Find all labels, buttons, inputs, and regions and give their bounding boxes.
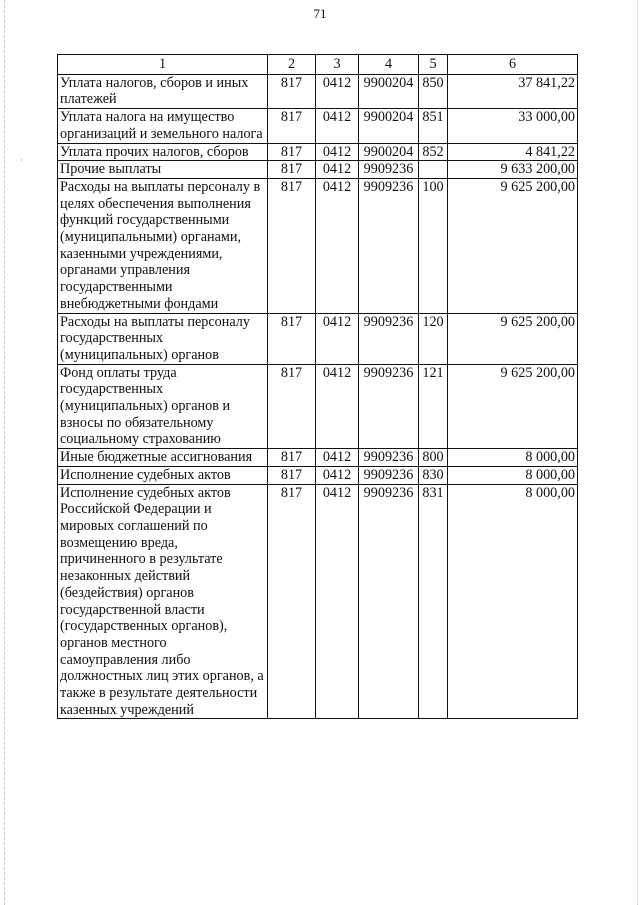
header-col-4: 4 xyxy=(359,55,419,75)
row-expense-type: 850 xyxy=(419,74,448,108)
row-target-code: 9909236 xyxy=(359,364,419,449)
header-col-5: 5 xyxy=(419,55,448,75)
row-expense-type: 851 xyxy=(419,109,448,143)
scan-edge-left xyxy=(4,0,5,905)
table-row xyxy=(58,178,578,313)
row-admin-code: 817 xyxy=(268,364,316,449)
row-name: Расходы на выплаты персоналу государственных (муниципальных) органов xyxy=(58,313,268,364)
row-section-code: 0412 xyxy=(316,161,359,179)
header-col-6: 6 xyxy=(448,55,578,75)
row-target-code: 9900204 xyxy=(359,74,419,108)
row-section-code: 0412 xyxy=(316,109,359,143)
table-row xyxy=(58,161,578,179)
row-admin-code: 817 xyxy=(268,74,316,108)
row-amount: 8 000,00 xyxy=(448,466,578,484)
row-section-code: 0412 xyxy=(316,449,359,467)
header-row xyxy=(58,55,578,75)
page-number: 71 xyxy=(313,6,327,21)
row-name: Уплата прочих налогов, сборов xyxy=(58,143,268,161)
row-admin-code: 817 xyxy=(268,466,316,484)
row-section-code: 0412 xyxy=(316,143,359,161)
row-name: Исполнение судебных актов Российской Федерации и мировых соглашений по возмещению вреда, причиненного в результате незаконных действий (бездействия) органов государственной власти (государственных органов), органов местного самоуправления либо должностных лиц этих органов, а также в результате деятельности казенных учреждений xyxy=(58,484,268,719)
row-amount: 8 000,00 xyxy=(448,484,578,719)
row-name: Расходы на выплаты персоналу в целях обеспечения выполнения функций государственными (муниципальными) органами, казенными учреждениями, органами управления государственными внебюджетными фондами xyxy=(58,178,268,313)
margin-mark: · xyxy=(20,155,23,165)
row-section-code: 0412 xyxy=(316,484,359,719)
table-row xyxy=(58,109,578,143)
row-admin-code: 817 xyxy=(268,449,316,467)
row-amount: 9 625 200,00 xyxy=(448,364,578,449)
row-expense-type: 830 xyxy=(419,466,448,484)
row-amount: 9 625 200,00 xyxy=(448,313,578,364)
row-name: Исполнение судебных актов xyxy=(58,466,268,484)
row-expense-type: 121 xyxy=(419,364,448,449)
row-admin-code: 817 xyxy=(268,178,316,313)
row-section-code: 0412 xyxy=(316,74,359,108)
row-section-code: 0412 xyxy=(316,466,359,484)
table-row xyxy=(58,449,578,467)
row-section-code: 0412 xyxy=(316,364,359,449)
row-target-code: 9909236 xyxy=(359,161,419,179)
header-col-3: 3 xyxy=(316,55,359,75)
row-amount: 33 000,00 xyxy=(448,109,578,143)
row-admin-code: 817 xyxy=(268,313,316,364)
budget-table xyxy=(57,54,578,719)
row-expense-type: 100 xyxy=(419,178,448,313)
row-expense-type: 800 xyxy=(419,449,448,467)
row-name: Прочие выплаты xyxy=(58,161,268,179)
table-row xyxy=(58,143,578,161)
row-admin-code: 817 xyxy=(268,484,316,719)
row-target-code: 9909236 xyxy=(359,484,419,719)
row-name: Иные бюджетные ассигнования xyxy=(58,449,268,467)
row-admin-code: 817 xyxy=(268,143,316,161)
header-col-2: 2 xyxy=(268,55,316,75)
table-row xyxy=(58,364,578,449)
table-row xyxy=(58,484,578,719)
row-expense-type: 852 xyxy=(419,143,448,161)
row-target-code: 9900204 xyxy=(359,143,419,161)
row-target-code: 9900204 xyxy=(359,109,419,143)
row-amount: 8 000,00 xyxy=(448,449,578,467)
row-section-code: 0412 xyxy=(316,178,359,313)
row-name: Уплата налога на имущество организаций и земельного налога xyxy=(58,109,268,143)
row-amount: 9 625 200,00 xyxy=(448,178,578,313)
row-admin-code: 817 xyxy=(268,161,316,179)
table-row xyxy=(58,313,578,364)
row-target-code: 9909236 xyxy=(359,449,419,467)
row-admin-code: 817 xyxy=(268,109,316,143)
row-amount: 37 841,22 xyxy=(448,74,578,108)
row-target-code: 9909236 xyxy=(359,178,419,313)
row-expense-type: 831 xyxy=(419,484,448,719)
row-expense-type xyxy=(419,161,448,179)
row-target-code: 9909236 xyxy=(359,466,419,484)
row-expense-type: 120 xyxy=(419,313,448,364)
table-header xyxy=(58,55,578,75)
row-section-code: 0412 xyxy=(316,313,359,364)
row-amount: 9 633 200,00 xyxy=(448,161,578,179)
row-amount: 4 841,22 xyxy=(448,143,578,161)
table-row xyxy=(58,74,578,108)
row-name: Уплата налогов, сборов и иных платежей xyxy=(58,74,268,108)
row-target-code: 9909236 xyxy=(359,313,419,364)
table-row xyxy=(58,466,578,484)
header-col-1: 1 xyxy=(58,55,268,75)
scan-edge-right xyxy=(637,0,638,905)
row-name: Фонд оплаты труда государственных (муниципальных) органов и взносы по обязательному социальному страхованию xyxy=(58,364,268,449)
